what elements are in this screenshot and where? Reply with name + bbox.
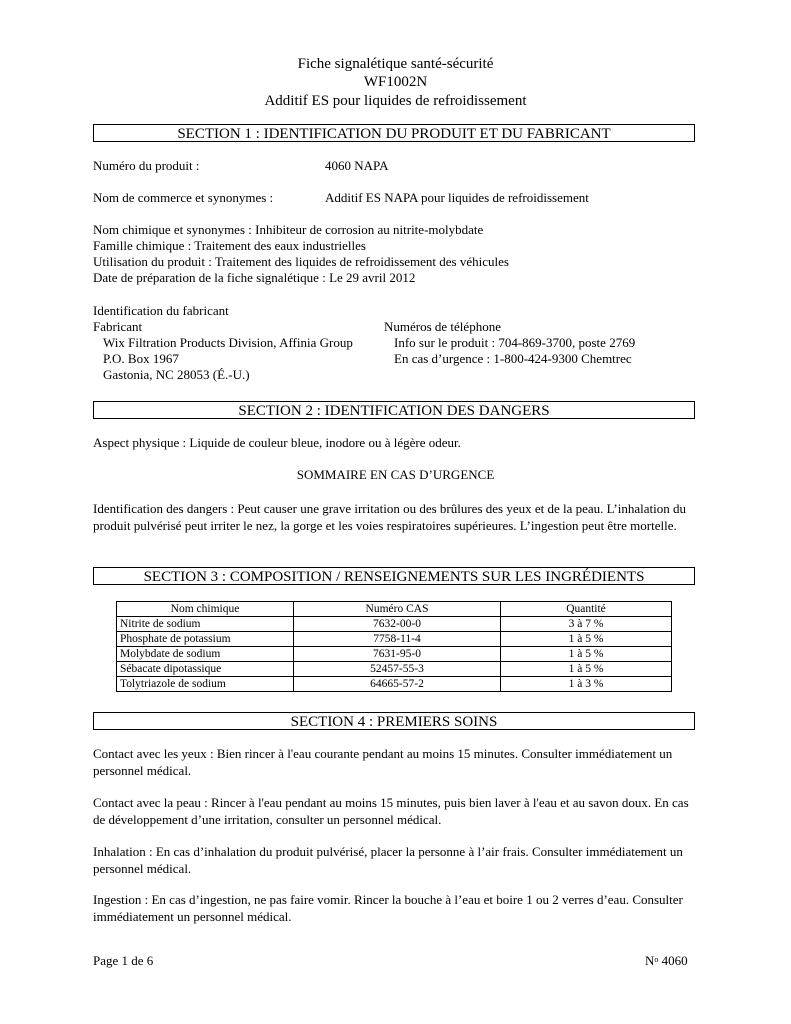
physical-appearance: Aspect physique : Liquide de couleur bleue, inodore ou à légère odeur.	[93, 435, 461, 450]
first-aid-ingestion: Ingestion : En cas d’ingestion, ne pas faire vomir. Rincer la bouche à l’eau et boire 1 ou 2 verres d’eau. Consulter immédiatement un personnel médical.	[93, 892, 683, 924]
cell-quantity: 1 à 5 %	[501, 662, 672, 677]
section-4-heading: SECTION 4 : PREMIERS SOINS	[93, 712, 695, 730]
trade-name-label: Nom de commerce et synonymes :	[93, 190, 274, 205]
product-number-label: Numéro du produit :	[93, 158, 200, 173]
manufacturer-city: Gastonia, NC 28053 (É.-U.)	[103, 367, 250, 382]
section-1-heading: SECTION 1 : IDENTIFICATION DU PRODUIT ET DU FABRICANT	[93, 124, 695, 142]
cell-quantity: 1 à 5 %	[501, 647, 672, 662]
chemical-family: Famille chimique : Traitement des eaux industrielles	[93, 238, 366, 253]
document-number-value: 4060	[658, 953, 688, 968]
manufacturer-label: Fabricant	[93, 319, 143, 334]
first-aid-skin: Contact avec la peau : Rincer à l'eau pendant au moins 15 minutes, puis bien laver à l'eau et au savon doux. En cas de développement d’une irritation, consulter un personnel médical.	[93, 795, 689, 827]
cell-chemical-name: Phosphate de potassium	[117, 632, 294, 647]
page-number: Page 1 de 6	[93, 953, 154, 968]
table-row	[117, 617, 672, 632]
cell-chemical-name: Molybdate de sodium	[117, 647, 294, 662]
cell-cas-number: 64665-57-2	[294, 677, 501, 692]
manufacturer-po-box: P.O. Box 1967	[103, 351, 179, 366]
manufacturer-identification: Identification du fabricant	[93, 303, 229, 318]
cell-quantity: 1 à 5 %	[501, 632, 672, 647]
ingredients-table	[116, 601, 672, 692]
cell-chemical-name: Tolytriazole de sodium	[117, 677, 294, 692]
first-aid-eyes: Contact avec les yeux : Bien rincer à l'eau courante pendant au moins 15 minutes. Consulter immédiatement un personnel médical.	[93, 746, 673, 778]
preparation-date: Date de préparation de la fiche signalétique : Le 29 avril 2012	[93, 270, 416, 285]
manufacturer-name: Wix Filtration Products Division, Affinia Group	[103, 335, 353, 350]
table-row	[117, 662, 672, 677]
trade-name-value: Additif ES NAPA pour liquides de refroidissement	[325, 190, 589, 205]
table-row	[117, 647, 672, 662]
section-2-heading: SECTION 2 : IDENTIFICATION DES DANGERS	[93, 401, 695, 419]
document-number-prefix: N	[645, 953, 655, 968]
first-aid-inhalation: Inhalation : En cas d’inhalation du produit pulvérisé, placer la personne à l’air frais. Consulter immédiatement un personnel médical.	[93, 844, 683, 876]
section-3-heading: SECTION 3 : COMPOSITION / RENSEIGNEMENTS SUR LES INGRÉDIENTS	[93, 567, 695, 585]
column-header-cas-number: Numéro CAS	[294, 602, 501, 617]
table-header-row	[117, 602, 672, 617]
document-number	[645, 953, 688, 969]
column-header-quantity: Quantité	[501, 602, 672, 617]
product-info-phone: Info sur le produit : 704-869-3700, poste 2769	[394, 335, 636, 350]
cell-cas-number: 7631-95-0	[294, 647, 501, 662]
chemical-name: Nom chimique et synonymes : Inhibiteur de corrosion au nitrite-molybdate	[93, 222, 484, 237]
table-row	[117, 632, 672, 647]
document-number-superscript: o	[654, 955, 659, 964]
cell-quantity: 3 à 7 %	[501, 617, 672, 632]
cell-cas-number: 52457-55-3	[294, 662, 501, 677]
emergency-phone: En cas d’urgence : 1-800-424-9300 Chemtrec	[394, 351, 632, 366]
cell-cas-number: 7758-11-4	[294, 632, 501, 647]
document-subtitle: Additif ES pour liquides de refroidissement	[264, 93, 527, 109]
cell-chemical-name: Nitrite de sodium	[117, 617, 294, 632]
product-number-value: 4060 NAPA	[325, 158, 389, 173]
cell-cas-number: 7632-00-0	[294, 617, 501, 632]
document-code: WF1002N	[363, 74, 428, 90]
column-header-chemical-name: Nom chimique	[117, 602, 294, 617]
document-title: Fiche signalétique santé-sécurité	[297, 56, 494, 72]
emergency-summary-title: SOMMAIRE EN CAS D’URGENCE	[296, 467, 495, 482]
table-row	[117, 677, 672, 692]
product-use: Utilisation du produit : Traitement des liquides de refroidissement des véhicules	[93, 254, 509, 269]
cell-chemical-name: Sébacate dipotassique	[117, 662, 294, 677]
hazards-identification: Identification des dangers : Peut causer une grave irritation ou des brûlures des yeux et de la peau. L’inhalation du produit pulvérisé peut irriter le nez, la gorge et les voies respiratoires supérieures. L’ingestion peut être mortelle.	[93, 501, 686, 533]
cell-quantity: 1 à 3 %	[501, 677, 672, 692]
phone-numbers-label: Numéros de téléphone	[384, 319, 501, 334]
